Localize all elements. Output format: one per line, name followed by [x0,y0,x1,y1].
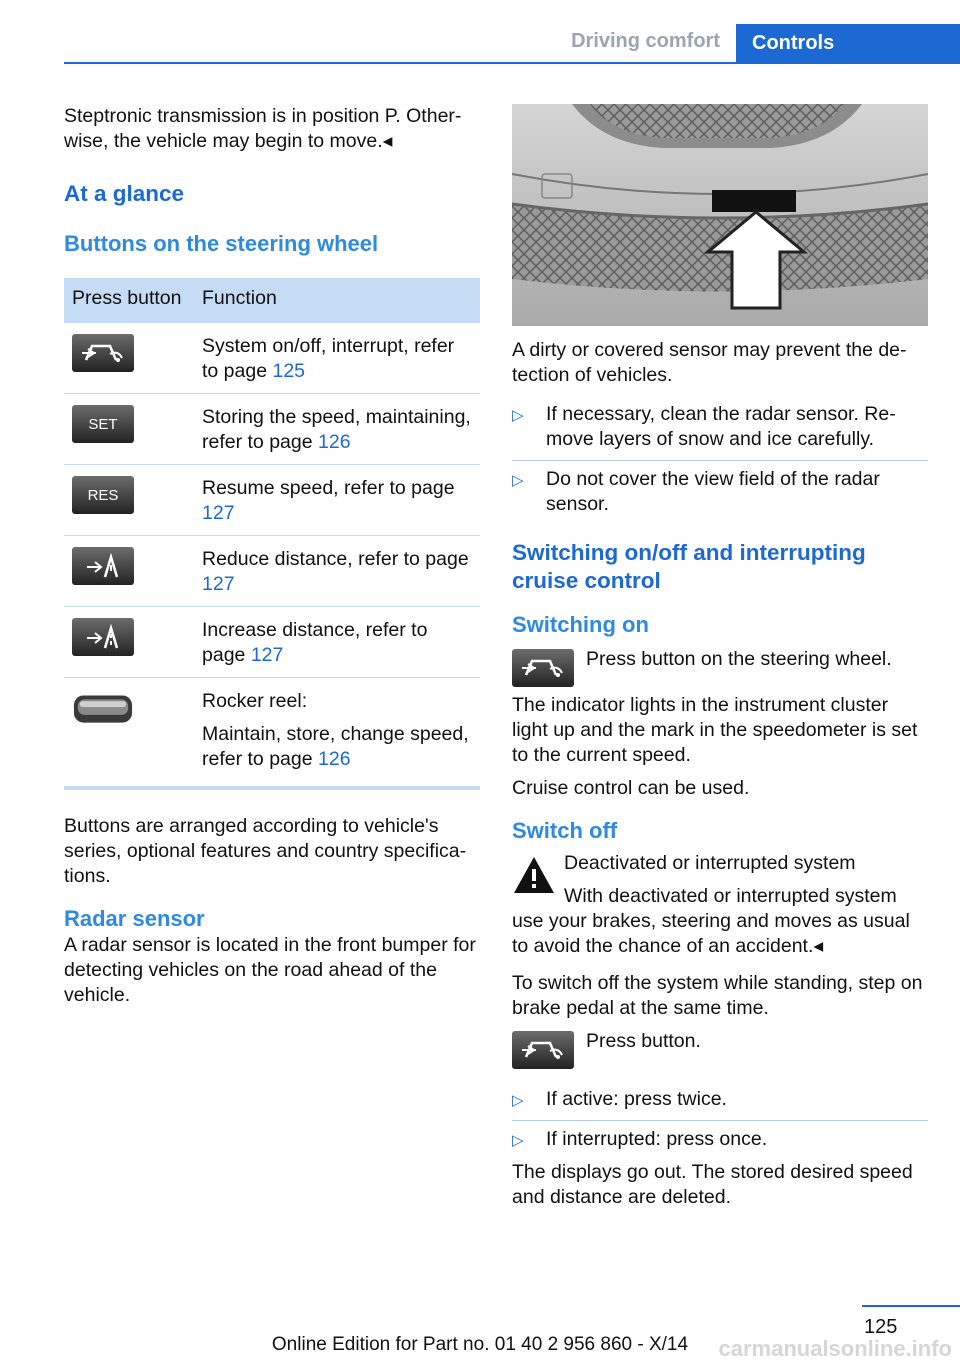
row-text: System on/off, interrupt, refer to page [202,335,455,382]
front-bumper-radar-sensor-illustration [512,104,928,326]
page-link[interactable]: 126 [318,748,351,770]
edition-text: Online Edition for Part no. 01 40 2 956 860 - X/14 [271,1334,689,1355]
watermark: carmanualsonline.info [718,1336,952,1361]
page-link[interactable]: 125 [272,360,306,382]
press-button-text: Press button. [586,1030,701,1052]
reduce-distance-icon [72,547,134,585]
increase-distance-icon [72,618,134,656]
header-section: Driving comfort [571,30,720,52]
res-button-icon: RES [72,476,134,514]
heading-at-a-glance: At a glance [64,181,185,206]
cruise-control-icon [512,1031,574,1069]
rocker-reel-icon [72,689,134,729]
list-item: ▷ Do not cover the view field of the radar sensor. [512,460,928,525]
triangle-bullet-icon: ▷ [512,1132,524,1149]
switch-off-list [512,1081,928,1160]
list-item: ▷ If necessary, clean the radar sensor. Remove layers of snow and ice carefully. [512,403,896,450]
cleaning-list [512,396,928,525]
table-row [64,323,480,394]
left-column [64,104,480,1016]
list-item: ▷ If interrupted: press once. [512,1120,928,1160]
right-column [512,104,928,1218]
heading-switch-off: Switch off [512,818,618,843]
indicator-text: The indicator lights in the instrument cluster light up and the mark in the speedometer is set to the current speed. [512,694,918,766]
set-button-icon: SET [72,405,134,443]
footer-rule [862,1305,960,1307]
intro-text: Steptronic transmission is in position P. Otherwise, the vehicle may begin to move.◂ [64,105,462,152]
warning-icon [512,855,556,895]
list-item: ▷ If active: press twice. [512,1081,928,1120]
arrangement-note: Buttons are arranged according to vehicle's series, optional features and country specifications. [64,815,467,887]
triangle-bullet-icon: ▷ [512,407,524,424]
page-link[interactable]: 127 [250,644,284,666]
page-link[interactable]: 127 [202,573,235,595]
can-use-text: Cruise control can be used. [512,777,750,799]
radar-text: A radar sensor is located in the front bumper for detecting vehicles on the road ahead of the vehicle. [64,934,476,1006]
page-header [64,24,960,64]
warning-text: With deactivated or interrupted system use your brakes, steering and moves as usual to avoid the chance of an accident.◂ [512,885,910,957]
heading-radar-sensor: Radar sensor [64,906,205,931]
displays-text: The displays go out. The stored desired speed and distance are deleted. [512,1161,913,1208]
cruise-control-icon [512,649,574,687]
table-row [64,607,480,678]
row-text: Resume speed, refer to page [202,477,455,499]
heading-switching: Switching on/off and interrupting cruise control [512,540,866,593]
switch-on-text: Press button on the steering wheel. [586,648,892,670]
standing-text: To switch off the system while standing, step on brake pedal at the same time. [512,972,923,1019]
dirty-sensor-text: A dirty or covered sensor may prevent the detection of vehicles. [512,339,907,386]
table-row [64,394,480,465]
row-text: Storing the speed, maintaining, refer to page [202,406,471,453]
table-row [64,465,480,536]
triangle-bullet-icon: ▷ [512,472,524,489]
buttons-table [64,278,480,790]
table-header-button: Press button [64,278,194,323]
table-row [64,678,480,789]
header-tab: Controls [736,24,960,62]
page-link[interactable]: 127 [202,502,235,524]
table-row [64,536,480,607]
row-text: Maintain, store, change speed, refer to page [202,723,469,770]
cruise-control-icon [72,334,134,372]
heading-switching-on: Switching on [512,612,649,637]
page-link[interactable]: 126 [318,431,351,453]
row-text-title: Rocker reel: [202,690,308,712]
triangle-bullet-icon: ▷ [512,1092,524,1109]
warning-title: Deactivated or interrupted system [564,852,856,874]
table-header-function: Function [194,278,480,323]
row-text: Increase distance, refer to page [202,619,428,666]
row-text: Reduce distance, refer to page [202,548,469,570]
heading-buttons: Buttons on the steering wheel [64,231,379,256]
page-number: 125 [864,1316,898,1338]
